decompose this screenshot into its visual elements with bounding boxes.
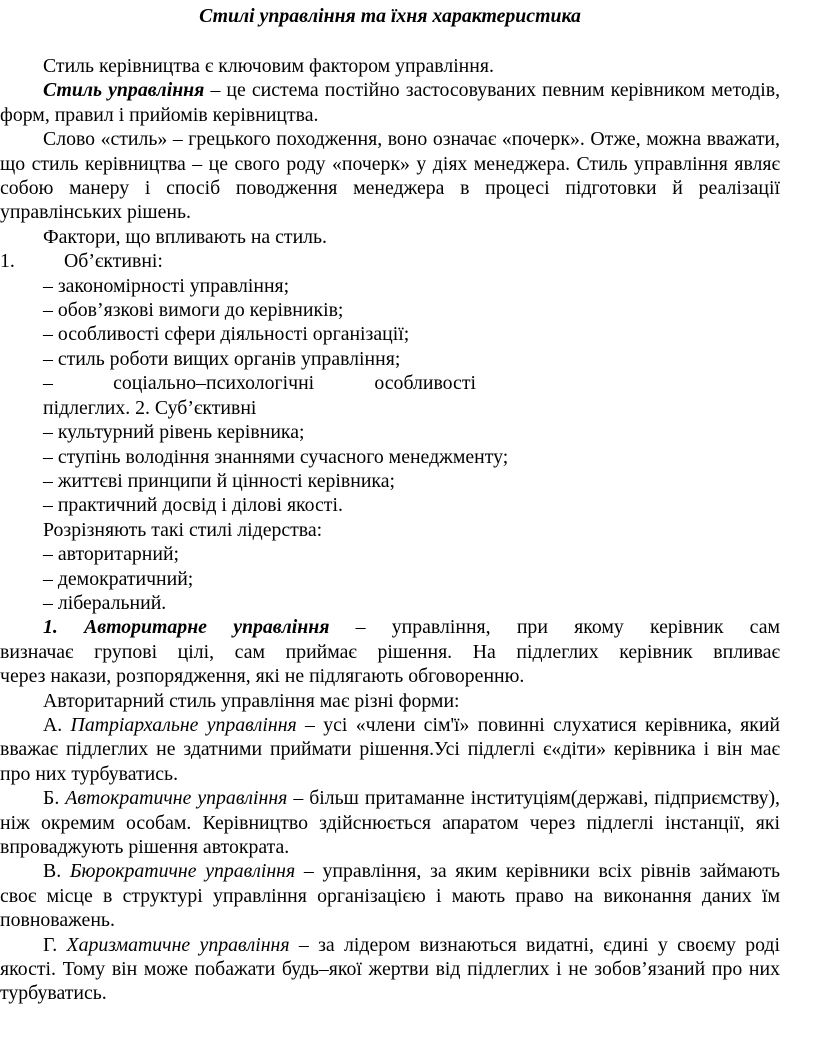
autocratic-line2: визначає групові цілі, сам приймає рішення. На підлеглих керівник впливає <box>0 640 780 663</box>
form-paragraph-v <box>0 859 780 932</box>
autocratic-line1 <box>0 615 780 639</box>
paragraph-etymology: Слово «стиль» – грецького походження, воно означає «почерк». Отже, можна вважати, що стиль керівництва – це свого роду «почерк» у діях менеджера. Стиль управління являє собою манеру і спосіб поводження менеджера в процесі підготовки й реалізації управлінських рішень. <box>0 128 780 224</box>
form-paragraph-b <box>0 786 780 859</box>
form-name: Харизматичне управління <box>66 933 290 956</box>
form-name: Патріархальне управління <box>70 713 297 736</box>
document-title: Стилі управління та їхня характеристика <box>199 5 581 27</box>
objective-last-word2: особливості <box>374 372 476 395</box>
objective-last-dash: – <box>43 372 53 395</box>
paragraph-intro: Стиль керівництва є ключовим фактором управління. <box>43 55 494 77</box>
form-text: – більш притаманне інституціям(державі, підприємству), ніж окремим особам. Керівництво здійснюється апаратом через підлеглі інстанції, які впроваджують рішення автократа. <box>0 787 781 858</box>
objective-number: 1. <box>0 250 15 273</box>
subjective-item: – практичний досвід і ділові якості. <box>43 494 343 517</box>
style-item: – авторитарний; <box>43 543 180 566</box>
definition-term: Стиль управління <box>43 79 205 102</box>
styles-intro: Розрізняють такі стилі лідерства: <box>43 518 323 541</box>
objective-item-spread <box>43 371 476 395</box>
objective-item: – закономірності управління; <box>43 274 290 297</box>
form-letter: Г. <box>43 933 67 956</box>
form-letter: В. <box>43 860 70 883</box>
autocratic-term: 1. Авторитарне управління <box>43 616 330 639</box>
definition-text: – це система постійно застосовуваних певним керівником методів, форм, правил і прийомів керівництва. <box>0 79 781 126</box>
subjective-item: – культурний рівень керівника; <box>43 421 305 444</box>
objective-label: Об’єктивні: <box>64 250 163 273</box>
style-item: – демократичний; <box>43 567 194 590</box>
objective-item: – особливості сфери діяльності організації; <box>43 323 410 346</box>
autocratic-text1: – управління, при якому керівник сам <box>329 616 780 639</box>
form-letter: Б. <box>43 787 66 810</box>
style-item: – ліберальний. <box>43 591 167 614</box>
subjective-item: – ступінь володіння знаннями сучасного менеджменту; <box>43 445 509 468</box>
objective-last-word1: соціально–психологічні <box>113 372 315 395</box>
form-name: Автократичне управління <box>65 787 288 810</box>
subjective-item: – життєві принципи й цінності керівника; <box>43 469 396 492</box>
form-paragraph-g <box>0 933 780 1006</box>
form-name: Бюрократичне управління <box>69 860 296 883</box>
forms-intro: Авторитарний стиль управління має різні форми: <box>43 689 460 712</box>
form-text: – усі «члени сім'ї» повинні слухатися керівника, який вважає підлеглих не здатними приймати рішення.Усі підлеглі є«діти» керівника і він має про них турбуватись. <box>0 713 780 785</box>
form-text: – управління, за яким керівники всіх рівнів займають своє місце в структурі управління організацією і мають право на виконання даних їм повноважень. <box>0 860 780 932</box>
objective-item: – обов’язкові вимоги до керівників; <box>43 299 344 322</box>
objective-item: – стиль роботи вищих органів управління; <box>43 347 401 370</box>
factors-intro: Фактори, що впливають на стиль. <box>43 225 327 248</box>
autocratic-line3: через накази, розпорядження, які не підлягають обговоренню. <box>0 665 525 688</box>
form-letter: А. <box>43 713 71 736</box>
subjective-heading: підлеглих. 2. Суб’єктивні <box>43 396 257 419</box>
form-paragraph-a <box>0 713 780 786</box>
document-body <box>0 54 780 1006</box>
paragraph-definition <box>0 78 780 127</box>
form-text: – за лідером визнаються видатні, єдині у своєму роді якості. Тому він може побажати будь–якої жертви від підлеглих і не зобов’язаний про них турбуватись. <box>0 933 780 1005</box>
objective-heading <box>0 249 780 273</box>
